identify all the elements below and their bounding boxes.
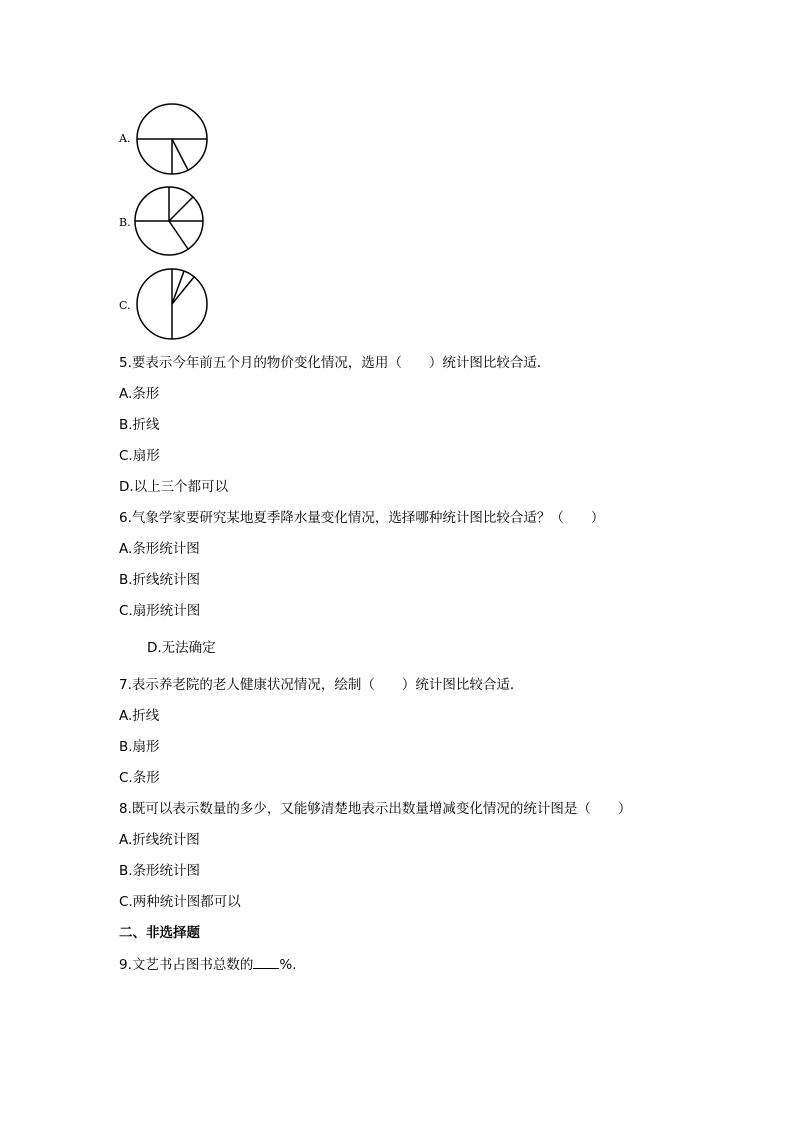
question-6-stem: 6.气象学家要研究某地夏季降水量变化情况，选择哪种统计图比较合适？（ ）: [119, 510, 605, 526]
pie-option-a: [132, 102, 212, 182]
pie-c-radius-2: [172, 271, 184, 304]
option-a-label: A.: [119, 132, 131, 145]
question-7-option-b: B.扇形: [119, 739, 160, 755]
question-9-answer-blank[interactable]: [253, 955, 279, 969]
question-9-text-after: %.: [279, 957, 297, 973]
question-7-option-a: A.折线: [119, 708, 160, 724]
question-5-stem: 5.要表示今年前五个月的物价变化情况，选用（ ）统计图比较合适．: [119, 355, 551, 371]
question-6-option-d: D.无法确定: [147, 640, 216, 656]
option-c-label: C.: [119, 299, 131, 312]
question-8-stem: 8.既可以表示数量的多少，又能够清楚地表示出数量增减变化情况的统计图是（ ）: [119, 801, 632, 817]
question-6-option-a: A.条形统计图: [119, 541, 200, 557]
pie-a-radius-2: [172, 139, 188, 170]
question-5-option-c: C.扇形: [119, 448, 160, 464]
question-5-option-d: D.以上三个都可以: [119, 479, 229, 495]
question-5-option-a: A.条形: [119, 386, 160, 402]
question-6-option-b: B.折线统计图: [119, 572, 201, 588]
question-9-text-before: 9.文艺书占图书总数的: [119, 957, 254, 973]
question-8-option-b: B.条形统计图: [119, 863, 201, 879]
question-8-option-c: C.两种统计图都可以: [119, 894, 241, 910]
question-8-option-a: A.折线统计图: [119, 832, 200, 848]
question-7-option-c: C.条形: [119, 770, 160, 786]
option-b-label: B.: [119, 216, 131, 229]
pie-b-radius-2: [169, 197, 193, 221]
pie-option-b: [132, 184, 212, 264]
pie-option-c: [132, 267, 212, 347]
pie-c-radius-3: [172, 277, 194, 304]
question-5-option-b: B.折线: [119, 417, 160, 433]
question-7-stem: 7.表示养老院的老人健康状况情况，绘制（ ）统计图比较合适．: [119, 677, 524, 693]
section-heading-non-choice: 二、非选择题: [119, 925, 200, 941]
pie-b-radius-3: [169, 221, 188, 249]
question-9-stem: [119, 955, 297, 974]
question-6-option-c: C.扇形统计图: [119, 603, 201, 619]
